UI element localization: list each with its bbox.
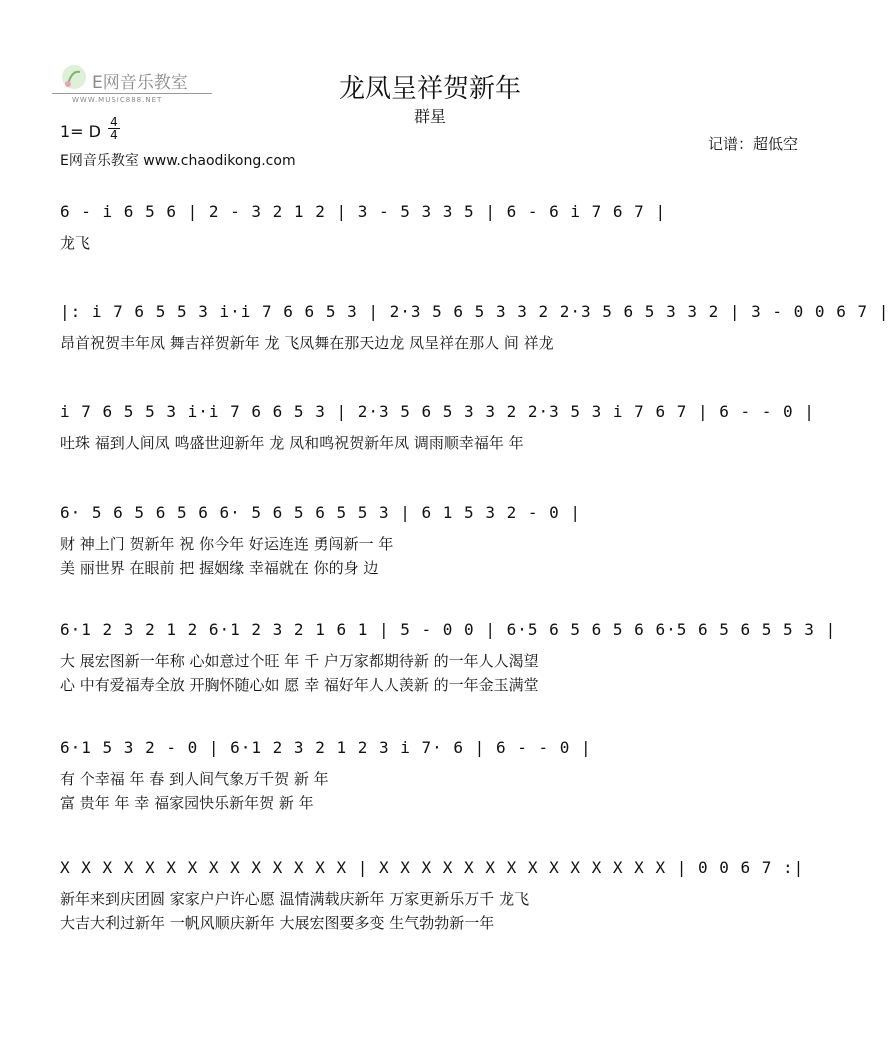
- time-signature-top: 4: [110, 115, 118, 129]
- notation-line: |: i 7 6 5 5 3 i·i 7 6 6 5 3 | 2·3 5 6 5 3 3 2 2·3 5 6 5 3 3 2 | 3 - 0 0 6 7 |: [60, 302, 889, 321]
- time-signature: [108, 116, 120, 141]
- lyric-line: 美 丽世界 在眼前 把 握姻缘 幸福就在 你的身 边: [60, 559, 379, 577]
- notation-line: 6·1 2 3 2 1 2 6·1 2 3 2 1 6 1 | 5 - 0 0 | 6·5 6 5 6 5 6 6·5 6 5 6 5 5 3 |: [60, 620, 837, 639]
- singer: 群星: [413, 107, 446, 126]
- lyric-line: 龙飞: [60, 234, 91, 252]
- watermark-brand: E网音乐教室: [92, 73, 188, 93]
- notation-line: 6·1 5 3 2 - 0 | 6·1 2 3 2 1 2 3 i 7· 6 | 6 - - 0 |: [60, 738, 592, 757]
- key-signature: 1= D: [60, 122, 101, 141]
- transcriber: 记谱：超低空: [707, 135, 798, 153]
- lyric-line: 大 展宏图新一年称 心如意过个旺 年 千 户万家都期待新 的一年人人渴望: [60, 652, 539, 670]
- website: E网音乐教室 www.chaodikong.com: [60, 153, 296, 169]
- notation-line: 6 - i 6 5 6 | 2 - 3 2 1 2 | 3 - 5 3 3 5 | 6 - 6 i 7 6 7 |: [60, 202, 667, 221]
- lyric-line: 有 个幸福 年 春 到人间气象万千贺 新 年: [60, 770, 329, 788]
- lyric-line: 新年来到庆团圆 家家户户许心愿 温情满载庆新年 万家更新乐万千 龙飞: [60, 890, 530, 908]
- lyric-line: 大吉大利过新年 一帆风顺庆新年 大展宏图要多变 生气勃勃新一年: [60, 914, 495, 932]
- lyric-line: 心 中有爱福寿全放 开胸怀随心如 愿 幸 福好年人人羡新 的一年金玉满堂: [60, 676, 539, 694]
- lyric-line: 昂首祝贺丰年凤 舞吉祥贺新年 龙 飞凤舞在那天边龙 凤呈祥在那人 间 祥龙: [60, 334, 554, 352]
- lyric-line: 吐珠 福到人间凤 鸣盛世迎新年 龙 凤和鸣祝贺新年凤 调雨顺幸福年 年: [60, 434, 524, 452]
- notation-line: 6· 5 6 5 6 5 6 6· 5 6 5 6 5 5 3 | 6 1 5 3 2 - 0 |: [60, 503, 582, 522]
- notation-line: i 7 6 5 5 3 i·i 7 6 6 5 3 | 2·3 5 6 5 3 3 2 2·3 5 3 i 7 6 7 | 6 - - 0 |: [60, 402, 815, 421]
- time-signature-bottom: 4: [110, 128, 118, 142]
- lyric-line: 富 贵年 年 幸 福家园快乐新年贺 新 年: [60, 794, 314, 812]
- song-title: 龙凤呈祥贺新年: [338, 74, 521, 104]
- lyric-line: 财 神上门 贺新年 祝 你今年 好运连连 勇闯新一 年: [60, 535, 394, 553]
- watermark-url: WWW.MUSIC888.NET: [72, 96, 163, 104]
- notation-line: X X X X X X X X X X X X X X | X X X X X X X X X X X X X X | 0 0 6 7 :|: [60, 858, 805, 877]
